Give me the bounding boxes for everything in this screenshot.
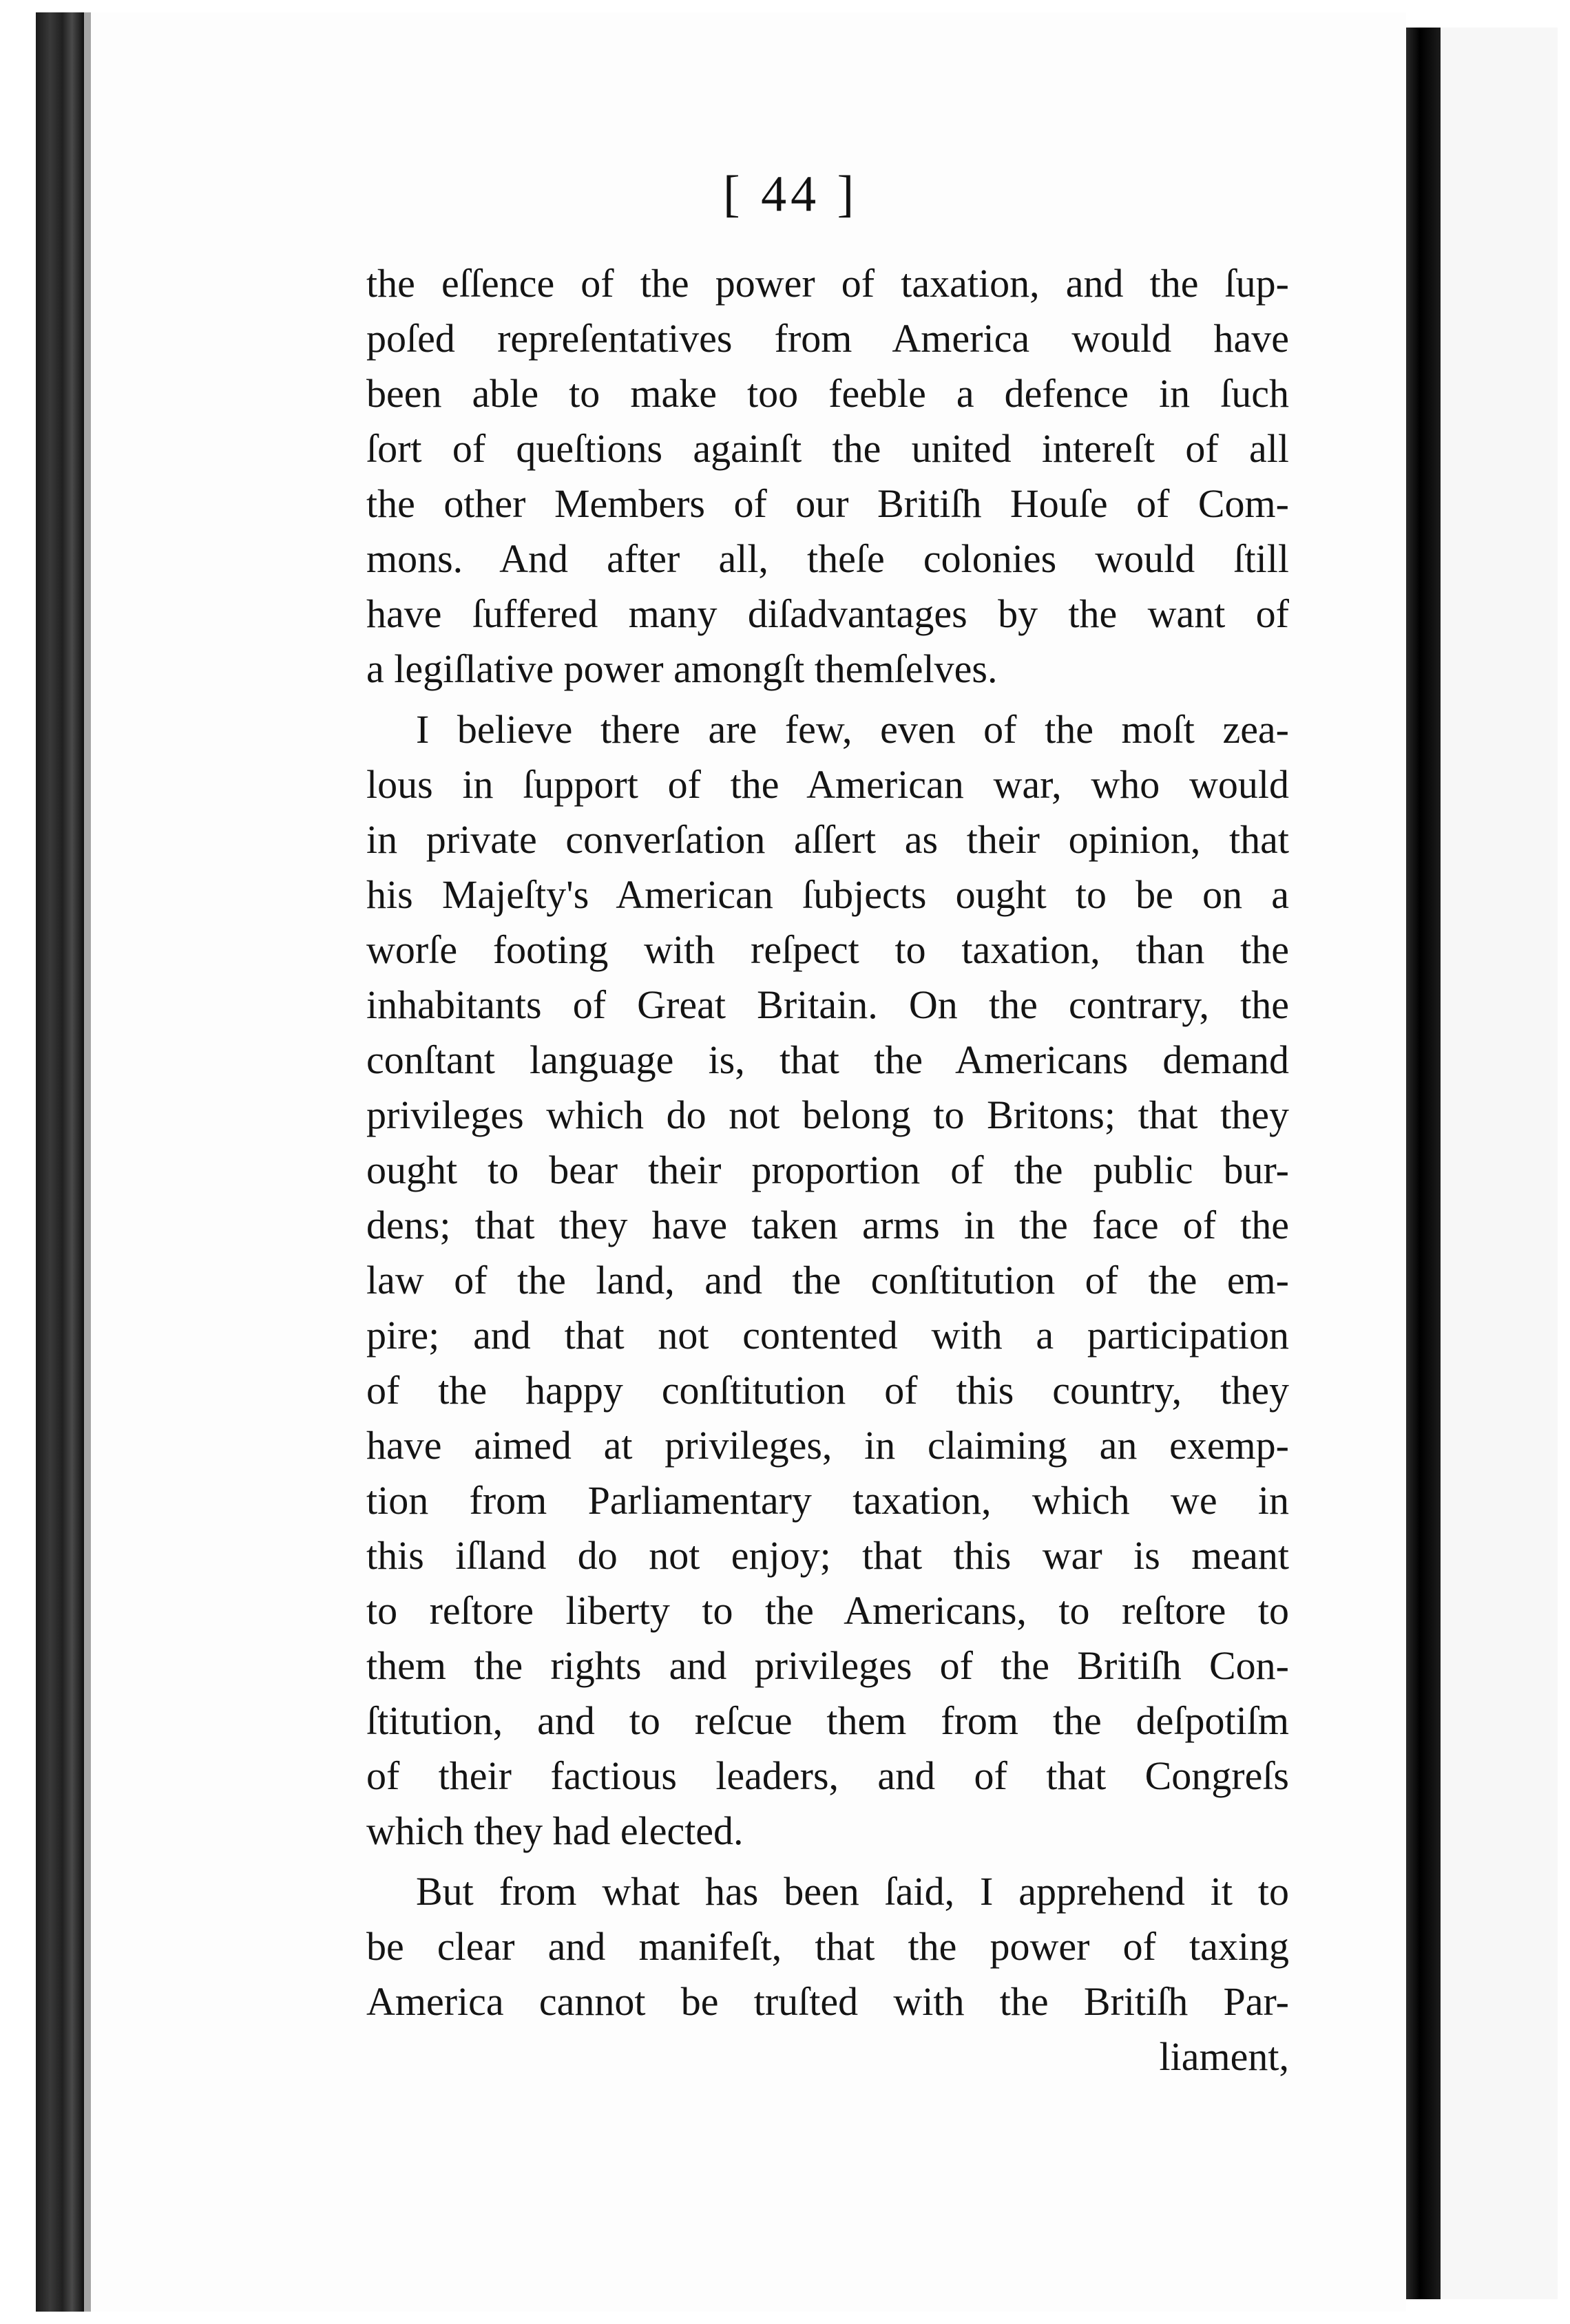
text-line: have aimed at privileges, in claiming an exemp- xyxy=(366,1423,1289,1468)
text-line: law of the land, and the conſtitution of the em- xyxy=(366,1258,1289,1302)
text-line: of the happy conſtitution of this country, they xyxy=(366,1368,1289,1413)
text-line: America cannot be truſted with the Britiſh Par- xyxy=(366,1979,1289,2024)
book-binding-edge xyxy=(36,12,84,2312)
text-line: the other Members of our Britiſh Houſe of Com- xyxy=(366,481,1289,526)
text-line: in private converſation aſſert as their opinion, that xyxy=(366,817,1289,862)
text-line: worſe footing with reſpect to taxation, than the xyxy=(366,927,1289,972)
text-line: dens; that they have taken arms in the face of the xyxy=(366,1203,1289,1247)
text-line: lous in ſupport of the American war, who would xyxy=(366,762,1289,807)
right-gutter-shadow xyxy=(1406,28,1441,2299)
text-line: poſed repreſentatives from America would have xyxy=(366,316,1289,361)
text-line: be clear and manifeſt, that the power of taxing xyxy=(366,1924,1289,1969)
text-line: of their factious leaders, and of that Congreſs xyxy=(366,1753,1289,1798)
text-line: which they had elected. xyxy=(366,1808,744,1853)
text-line: ſtitution, and to reſcue them from the deſpotiſm xyxy=(366,1698,1289,1743)
text-line: been able to make too feeble a defence in ſuch xyxy=(366,371,1289,416)
binding-shadow xyxy=(84,12,91,2312)
text-line: mons. And after all, theſe colonies would ſtill xyxy=(366,536,1289,581)
text-line: inhabitants of Great Britain. On the contrary, the xyxy=(366,982,1289,1027)
text-line: ſort of queſtions againſt the united intereſt of all xyxy=(366,426,1289,471)
text-line: a legiſlative power amongſt themſelves. xyxy=(366,646,998,691)
text-line: them the rights and privileges of the Britiſh Con- xyxy=(366,1643,1289,1688)
facing-page-edge xyxy=(1441,28,1558,2299)
text-line: conſtant language is, that the Americans demand xyxy=(366,1037,1289,1082)
text-line: But from what has been ſaid, I apprehend it to xyxy=(416,1869,1289,1914)
text-line: ought to bear their proportion of the public bur- xyxy=(366,1148,1289,1192)
text-line: I believe there are few, even of the moſt zea- xyxy=(416,707,1289,752)
body-text xyxy=(366,256,1289,2084)
text-line: tion from Parliamentary taxation, which we in xyxy=(366,1478,1289,1523)
text-line: this iſland do not enjoy; that this war is meant xyxy=(366,1533,1289,1578)
text-line: to reſtore liberty to the Americans, to reſtore to xyxy=(366,1588,1289,1633)
text-line: have ſuffered many diſadvantages by the want of xyxy=(366,591,1289,636)
text-line: his Majeſty's American ſubjects ought to be on a xyxy=(366,872,1289,917)
catchword: liament, xyxy=(1159,2034,1289,2079)
text-line: privileges which do not belong to Britons; that they xyxy=(366,1092,1289,1137)
text-line: pire; and that not contented with a participation xyxy=(366,1313,1289,1358)
text-line: the eſſence of the power of taxation, and the ſup- xyxy=(366,261,1289,306)
page-number: [ 44 ] xyxy=(723,166,859,222)
